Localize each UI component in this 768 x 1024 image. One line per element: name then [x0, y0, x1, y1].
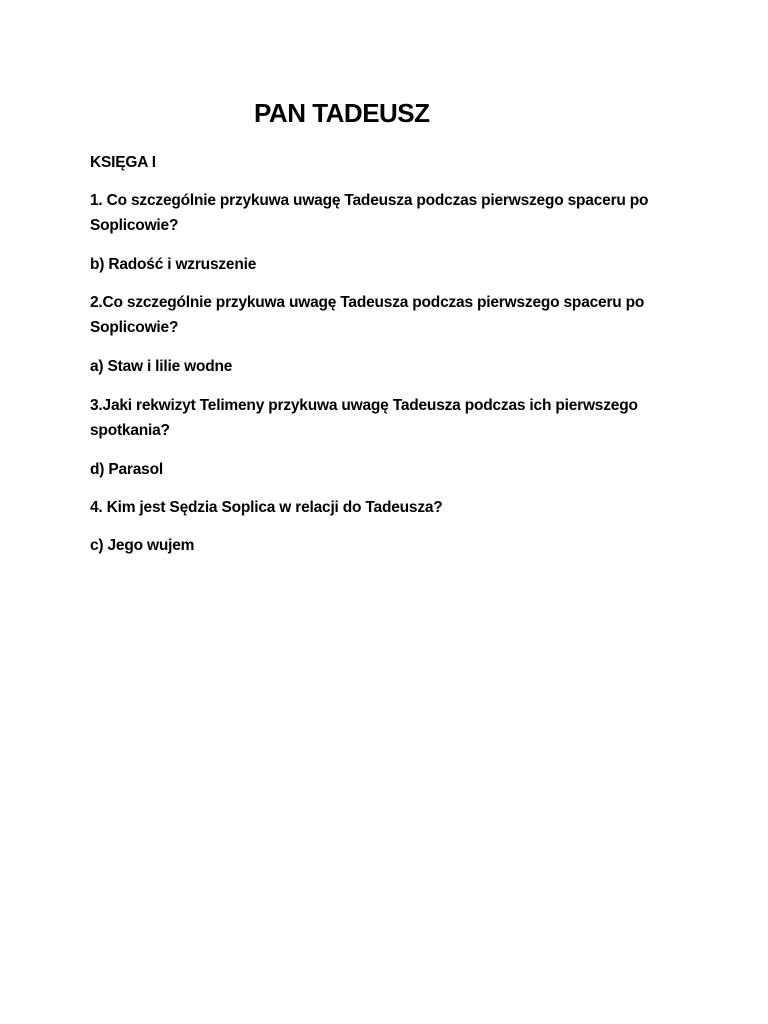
answer-4: c) Jego wujem [90, 537, 195, 554]
answer-3: d) Parasol [90, 461, 163, 478]
document-title: PAN TADEUSZ [254, 98, 430, 128]
question-1: 1. Co szczególnie przykuwa uwagę Tadeusza podczas pierwszego spaceru po Soplicowie? [90, 192, 649, 234]
section-heading: KSIĘGA I [90, 154, 156, 171]
answer-1: b) Radość i wzruszenie [90, 256, 257, 273]
question-4: 4. Kim jest Sędzia Soplica w relacji do Tadeusza? [90, 499, 443, 516]
answer-2: a) Staw i lilie wodne [90, 358, 233, 375]
question-2: 2.Co szczególnie przykuwa uwagę Tadeusza podczas pierwszego spaceru po Soplicowie? [90, 294, 645, 336]
question-3: 3.Jaki rekwizyt Telimeny przykuwa uwagę Tadeusza podczas ich pierwszego spotkania? [90, 397, 638, 439]
document-body [90, 150, 660, 558]
